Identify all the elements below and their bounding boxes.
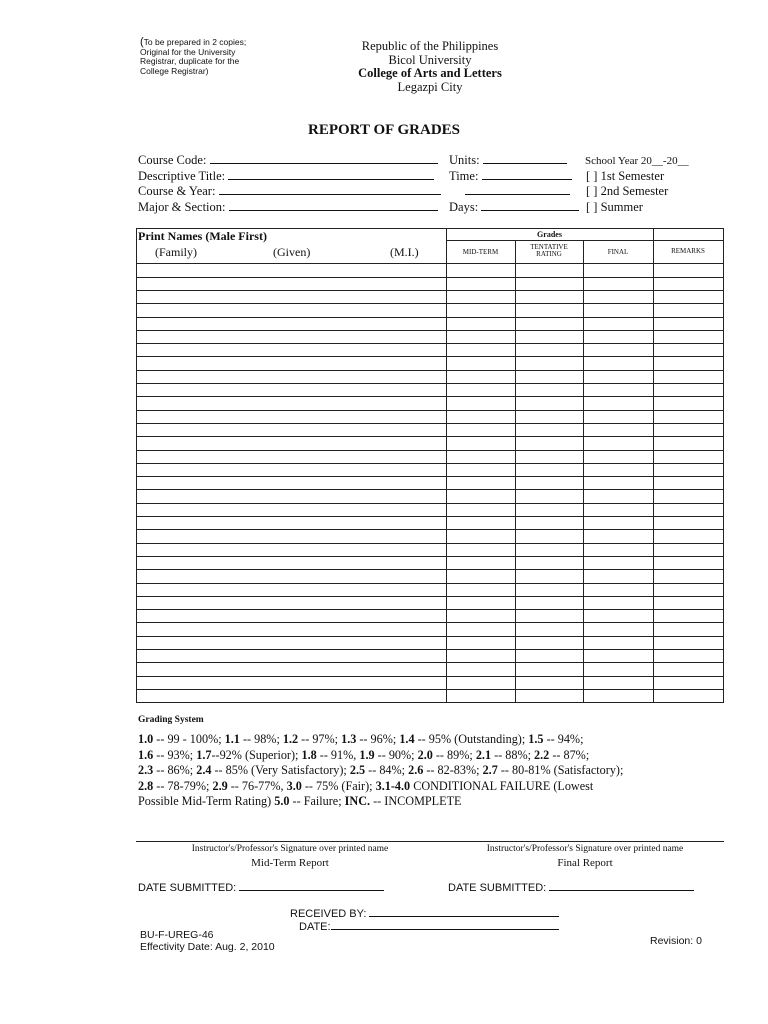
table-row[interactable] xyxy=(137,410,724,423)
form-code: BU-F-UREG-46 xyxy=(140,929,214,941)
grading-line-4: 2.8 -- 78-79%; 2.9 -- 76-77%, 3.0 -- 75% (Fair); 3.1-4.0 CONDITIONAL FAILURE (Lowest xyxy=(138,778,594,793)
units-field[interactable] xyxy=(483,153,567,164)
major-section-label: Major & Section: xyxy=(138,199,226,214)
grading-system xyxy=(138,713,698,809)
institution-header xyxy=(300,40,560,94)
table-row[interactable] xyxy=(137,490,724,503)
course-year-field[interactable] xyxy=(219,184,441,195)
remarks-header: REMARKS xyxy=(671,247,705,255)
table-header-row xyxy=(137,229,724,241)
summer-option[interactable]: [ ] Summer xyxy=(586,199,643,214)
date-submitted-label: DATE SUBMITTED: xyxy=(448,882,547,894)
table-row[interactable] xyxy=(137,610,724,623)
table-row[interactable] xyxy=(137,450,724,463)
grading-heading: Grading System xyxy=(138,715,204,725)
final-report-label: Final Report xyxy=(557,857,613,869)
table-row[interactable] xyxy=(137,650,724,663)
table-row[interactable] xyxy=(137,264,724,277)
effectivity-date: Effectivity Date: Aug. 2, 2010 xyxy=(140,941,275,953)
table-row[interactable] xyxy=(137,570,724,583)
final-signature-label: Instructor's/Professor's Signature over printed name xyxy=(486,844,684,854)
page-title: REPORT OF GRADES xyxy=(308,122,460,138)
city-name: Legazpi City xyxy=(397,79,463,94)
mi-label: (M.I.) xyxy=(390,245,419,259)
final-date-field[interactable] xyxy=(549,880,694,891)
family-label: (Family) xyxy=(155,245,197,259)
table-row[interactable] xyxy=(137,503,724,516)
table-row[interactable] xyxy=(137,623,724,636)
days-label: Days: xyxy=(449,199,479,214)
midterm-date-field[interactable] xyxy=(239,880,384,891)
table-row[interactable] xyxy=(137,304,724,317)
table-row[interactable] xyxy=(137,277,724,290)
course-code-field[interactable] xyxy=(210,153,438,164)
rating-word: RATING xyxy=(536,250,562,258)
table-row[interactable] xyxy=(137,344,724,357)
table-row[interactable] xyxy=(137,676,724,689)
midterm-report-label: Mid-Term Report xyxy=(251,857,329,869)
days-field[interactable] xyxy=(481,200,579,211)
final-signature-block xyxy=(435,844,735,869)
descriptive-title-field[interactable] xyxy=(228,169,434,180)
received-date-label: DATE: xyxy=(299,921,331,933)
time-field[interactable] xyxy=(482,169,572,180)
note-line4: College Registrar) xyxy=(140,65,209,76)
table-row[interactable] xyxy=(137,596,724,609)
final-date-submitted xyxy=(448,880,694,894)
table-row[interactable] xyxy=(137,437,724,450)
grading-line-1: 1.0 -- 99 - 100%; 1.1 -- 98%; 1.2 -- 97%; 1.3 -- 96%; 1.4 -- 95% (Outstanding); 1.5 -- 94%; xyxy=(138,732,584,747)
grades-table xyxy=(136,228,724,703)
course-code-label: Course Code: xyxy=(138,153,207,167)
table-row[interactable] xyxy=(137,689,724,702)
given-label: (Given) xyxy=(273,245,311,259)
print-names-label: Print Names (Male First) xyxy=(138,229,267,243)
table-row[interactable] xyxy=(137,463,724,476)
table-row[interactable] xyxy=(137,290,724,303)
table-row[interactable] xyxy=(137,370,724,383)
midterm-date-submitted xyxy=(138,880,384,894)
revision-number: Revision: 0 xyxy=(650,935,702,947)
grading-line-5: Possible Mid-Term Rating) 5.0 -- Failure; INC. -- INCOMPLETE xyxy=(138,794,462,809)
grading-line-2: 1.6 -- 93%; 1.7--92% (Superior); 1.8 -- 91%, 1.9 -- 90%; 2.0 -- 89%; 2.1 -- 88%; 2.2 -- 87%; xyxy=(138,747,590,762)
grading-line-3: 2.3 -- 86%; 2.4 -- 85% (Very Satisfactory); 2.5 -- 84%; 2.6 -- 82-83%; 2.7 -- 80-81% (Satisfactory); xyxy=(138,763,624,778)
table-row[interactable] xyxy=(137,583,724,596)
time-label: Time: xyxy=(449,168,479,183)
received-by-row xyxy=(290,906,559,920)
received-by-field[interactable] xyxy=(369,906,559,917)
course-year-label: Course & Year: xyxy=(138,184,216,199)
received-date-row xyxy=(299,919,559,933)
first-semester-option[interactable]: [ ] 1st Semester xyxy=(586,168,665,183)
descriptive-title-label: Descriptive Title: xyxy=(138,168,226,183)
extra-field[interactable] xyxy=(465,184,570,195)
tentative-word: TENTATIVE xyxy=(530,243,568,251)
units-label: Units: xyxy=(449,153,480,167)
received-by-label: RECEIVED BY: xyxy=(290,908,367,920)
major-section-field[interactable] xyxy=(229,200,438,211)
republic-text: Republic of the Philippines xyxy=(361,39,499,53)
table-row[interactable] xyxy=(137,517,724,530)
note-line1: To be prepared in 2 copies; xyxy=(143,37,247,47)
table-row[interactable] xyxy=(137,663,724,676)
table-row[interactable] xyxy=(137,330,724,343)
grades-group-header: Grades xyxy=(537,230,562,239)
midterm-header: MID-TERM xyxy=(462,248,499,256)
received-date-field[interactable] xyxy=(331,919,559,930)
table-row[interactable] xyxy=(137,317,724,330)
table-row[interactable] xyxy=(137,384,724,397)
note-paren: ( xyxy=(140,36,144,48)
second-semester-option[interactable]: [ ] 2nd Semester xyxy=(586,184,669,199)
university-name: Bicol University xyxy=(388,52,472,67)
table-row[interactable] xyxy=(137,423,724,436)
table-row[interactable] xyxy=(137,543,724,556)
school-year-text: School Year 20__-20__ xyxy=(585,155,689,167)
midterm-signature-block xyxy=(140,844,440,869)
midterm-signature-label: Instructor's/Professor's Signature over printed name xyxy=(191,844,389,854)
table-row[interactable] xyxy=(137,636,724,649)
copies-note xyxy=(140,38,290,76)
signature-line[interactable] xyxy=(136,841,724,842)
table-row[interactable] xyxy=(137,477,724,490)
note-line2: Original for the University xyxy=(140,46,236,57)
note-line3: Registrar, duplicate for the xyxy=(140,56,240,67)
table-row[interactable] xyxy=(137,556,724,569)
table-row[interactable] xyxy=(137,530,724,543)
table-row[interactable] xyxy=(137,397,724,410)
date-submitted-label: DATE SUBMITTED: xyxy=(138,882,237,894)
form-footer xyxy=(140,929,275,953)
final-header: FINAL xyxy=(607,248,629,256)
college-name: College of Arts and Letters xyxy=(358,66,502,81)
table-row[interactable] xyxy=(137,357,724,370)
